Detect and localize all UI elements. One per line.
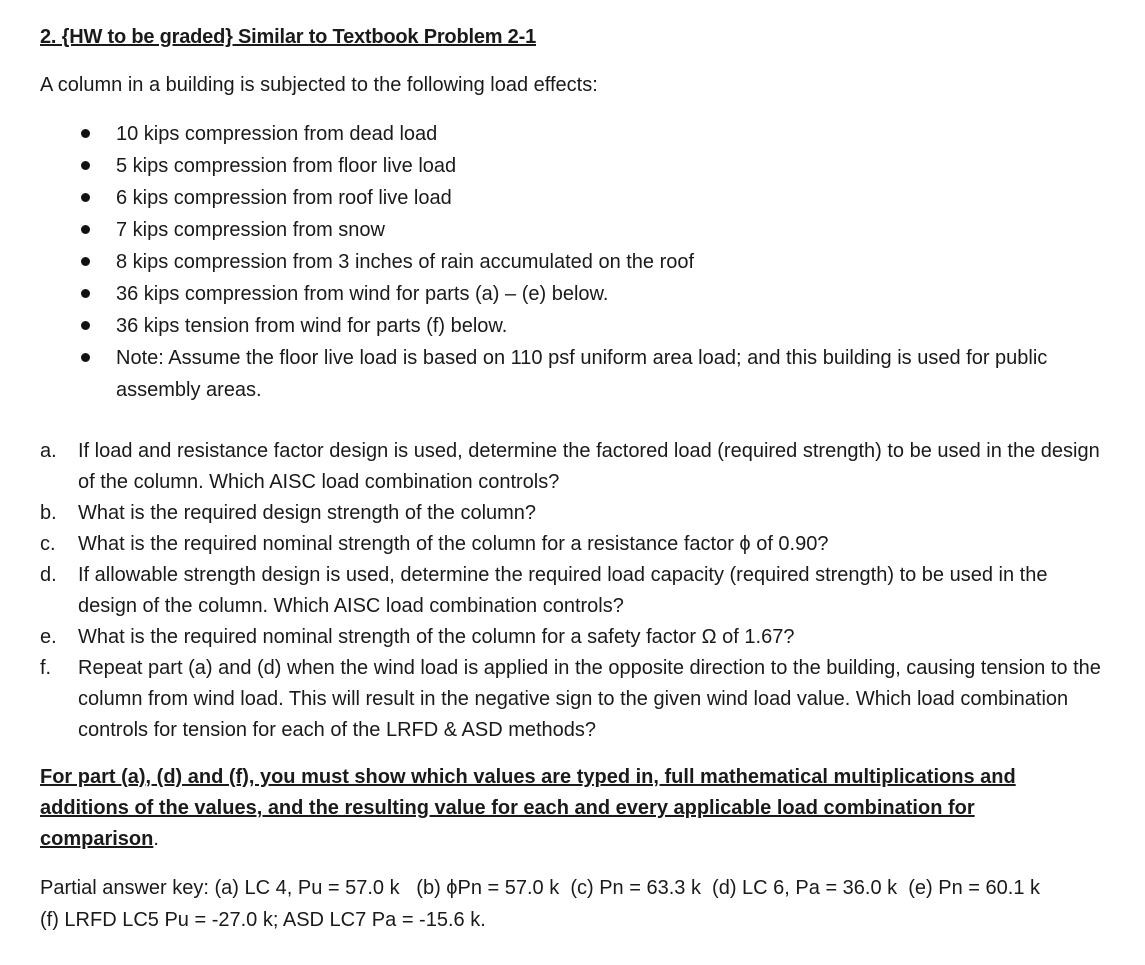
part-marker: f. — [40, 657, 52, 679]
list-item: 10 kips compression from dead load — [0, 118, 1100, 150]
part-text: What is the required design strength of the column? — [78, 502, 537, 524]
question-part-b — [0, 498, 1110, 529]
list-item: Note: Assume the floor live load is based on 110 psf uniform area load; and this building is used for public assembly areas. — [0, 342, 1100, 406]
part-text: If allowable strength design is used, determine the required load capacity (required strength) to be used in the design of the column. Which AISC load combination controls? — [78, 564, 1048, 617]
part-marker: e. — [40, 626, 57, 648]
part-marker: a. — [40, 440, 57, 462]
question-part-c — [0, 529, 1110, 560]
part-text: If load and resistance factor design is used, determine the factored load (required strength) to be used in the design of the column. Which AISC load combination controls? — [78, 440, 1100, 493]
list-item: 5 kips compression from floor live load — [0, 150, 1100, 182]
list-item: 36 kips tension from wind for parts (f) below. — [0, 310, 1100, 342]
instruction-paragraph — [40, 762, 1070, 855]
answer-key-line-2: (f) LRFD LC5 Pu = -27.0 k; ASD LC7 Pa = -15.6 k. — [40, 909, 486, 931]
part-text: Repeat part (a) and (d) when the wind load is applied in the opposite direction to the building, causing tension to the column from wind load. This will result in the negative sign to the given wind load value. Which load combination controls for tension for each of the LRFD & ASD methods? — [78, 657, 1101, 741]
problem-heading: 2. {HW to be graded} Similar to Textbook Problem 2-1 — [40, 26, 536, 48]
part-text: What is the required nominal strength of the column for a safety factor Ω of 1.67? — [78, 626, 795, 648]
list-item: 7 kips compression from snow — [0, 214, 1100, 246]
answer-key-line-1: Partial answer key: (a) LC 4, Pu = 57.0 k (b) ϕPn = 57.0 k (c) Pn = 63.3 k (d) LC 6, Pa = 36.0 k (e) Pn = 60.1 k — [40, 877, 1041, 899]
list-item: 6 kips compression from roof live load — [0, 182, 1100, 214]
intro-text: A column in a building is subjected to the following load effects: — [40, 74, 598, 96]
question-parts-list — [0, 436, 1110, 746]
part-text: What is the required nominal strength of the column for a resistance factor ϕ of 0.90? — [78, 533, 829, 555]
list-item: 36 kips compression from wind for parts (a) – (e) below. — [0, 278, 1100, 310]
question-part-d — [0, 560, 1110, 622]
question-part-e — [0, 622, 1110, 653]
list-item: 8 kips compression from 3 inches of rain accumulated on the roof — [0, 246, 1100, 278]
answer-key — [40, 872, 1100, 936]
part-marker: d. — [40, 564, 57, 586]
instruction-period: . — [153, 828, 159, 850]
part-marker: c. — [40, 533, 56, 555]
load-effects-list — [0, 118, 1100, 406]
question-part-f — [0, 653, 1110, 746]
part-marker: b. — [40, 502, 57, 524]
question-part-a — [0, 436, 1110, 498]
instruction-text: For part (a), (d) and (f), you must show which values are typed in, full mathematical multiplications and additions of the values, and the resulting value for each and every applicable load combination for comparison — [40, 766, 1016, 850]
